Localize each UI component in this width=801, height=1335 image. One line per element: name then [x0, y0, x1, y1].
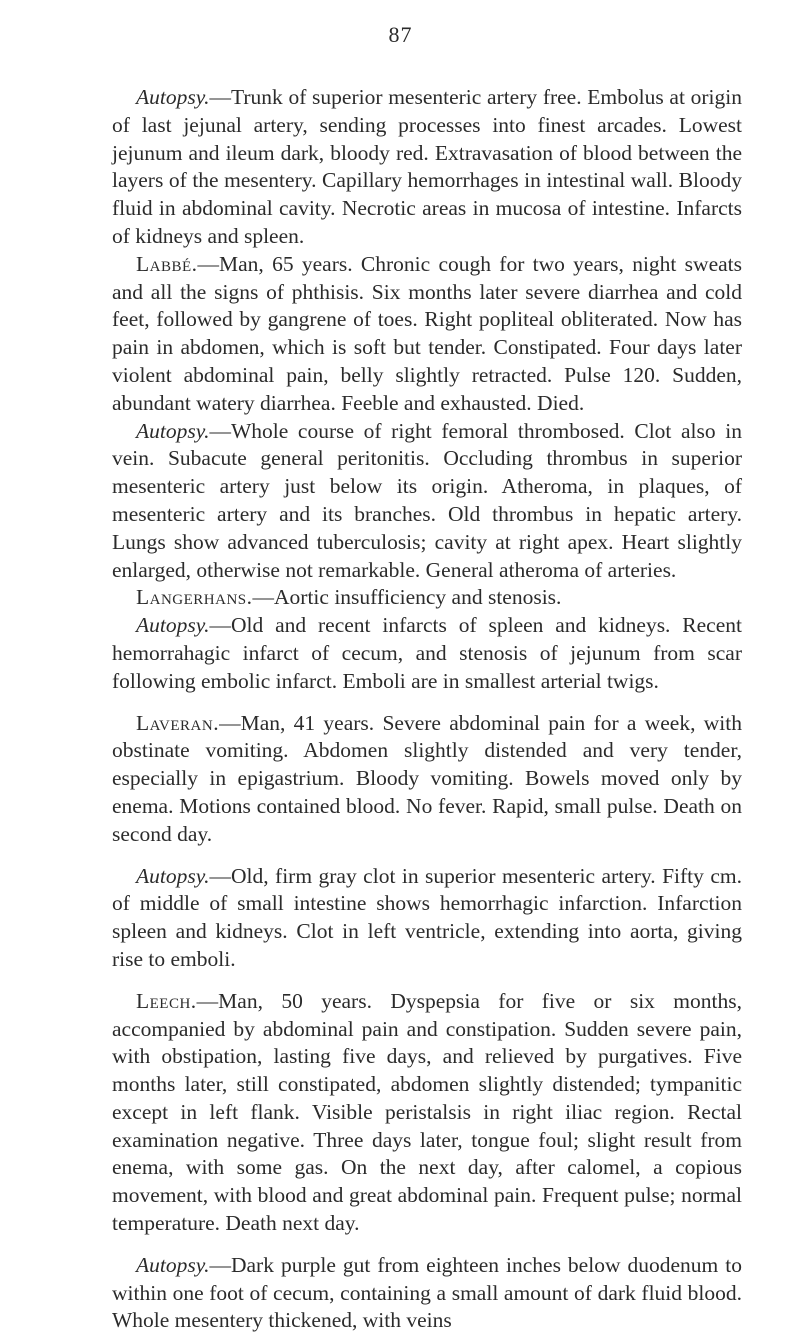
paragraph-lead: Autopsy.	[136, 418, 210, 443]
paragraph	[112, 251, 742, 418]
paragraph-text: —Dark purple gut from eighteen inches below duodenum to within one foot of cecum, containing a small amount of dark fluid blood. Whole mesentery thickened, with veins	[112, 1252, 742, 1333]
paragraph-lead: Leech.	[136, 988, 197, 1013]
paragraph-text: —Man, 65 years. Chronic cough for two years, night sweats and all the signs of phthisis. Six months later severe diarrhea and cold feet, followed by gangrene of toes. Right popliteal obliterated. Now has pain in abdomen, which is soft but tender. Constipated. Four days later violent abdominal pain, belly slightly retracted. Pulse 120. Sudden, abundant watery diarrhea. Feeble and exhausted. Died.	[112, 251, 742, 415]
paragraph-text: —Whole course of right femoral thrombosed. Clot also in vein. Subacute general peritonitis. Occluding thrombus in superior mesenteric artery just below its origin. Atheroma, in plaques, of mesenteric artery and its branches. Old thrombus in hepatic artery. Lungs show advanced tuberculosis; cavity at right apex. Heart slightly enlarged, otherwise not remarkable. General atheroma of arteries.	[112, 418, 742, 582]
paragraph-text: —Man, 50 years. Dyspepsia for five or six months, accompanied by abdominal pain and constipation. Sudden severe pain, with obstipation, lasting five days, and relieved by purgatives. Five months later, still constipated, abdomen slightly distended; tympanitic except in left flank. Visible peristalsis in right iliac region. Rectal examination negative. Three days later, tongue foul; slight result from enema, with some gas. On the next day, after calomel, a copious movement, with blood and great abdominal pain. Frequent pulse; normal temperature. Death next day.	[112, 988, 742, 1236]
paragraph	[112, 863, 742, 974]
paragraph-text: —Old and recent infarcts of spleen and kidneys. Recent hemorrahagic infarct of cecum, and stenosis of jejunum from scar following embolic infarct. Emboli are in smallest arterial twigs.	[112, 613, 742, 693]
paragraph-text: —Trunk of superior mesenteric artery free. Embolus at origin of last jejunal artery, sending processes into finest arcades. Lowest jejunum and ileum dark, bloody red. Extravasation of blood between the layers of the mesentery. Capillary hemorrhages in intestinal wall. Bloody fluid in abdominal cavity. Necrotic areas in mucosa of intestine. Infarcts of kidneys and spleen.	[112, 85, 742, 248]
paragraph	[112, 612, 742, 695]
paragraph-lead: Autopsy.	[136, 1252, 210, 1277]
paragraph-lead: Laveran.	[136, 710, 220, 735]
paragraph-lead: Autopsy.	[136, 613, 210, 638]
body-text	[112, 84, 742, 1335]
paragraph-lead: Autopsy.	[136, 85, 210, 109]
paragraph-text: —Man, 41 years. Severe abdominal pain for a week, with obstinate vomiting. Abdomen slightly distended and very tender, especially in epigastrium. Bloody vomiting. Bowels moved only by enema. Motions contained blood. No fever. Rapid, small pulse. Death on second day.	[112, 710, 742, 846]
page-number: 87	[388, 22, 413, 47]
paragraph-text: —Old, firm gray clot in superior mesenteric artery. Fifty cm. of middle of small intestine shows hemorrhagic infarction. Infarction spleen and kidneys. Clot in left ventricle, extending into aorta, giving rise to emboli.	[112, 863, 742, 971]
paragraph	[112, 988, 742, 1238]
paragraph	[112, 1252, 742, 1335]
paragraph	[112, 710, 742, 849]
paragraph	[112, 84, 742, 251]
paragraph-lead: Langerhans.	[136, 585, 253, 610]
paragraph-lead: Autopsy.	[136, 863, 210, 888]
paragraph-text: —Aortic insufficiency and stenosis.	[252, 585, 562, 610]
paragraph	[112, 418, 742, 585]
paragraph	[112, 584, 742, 612]
paragraph-lead: Labbé.	[136, 251, 198, 276]
